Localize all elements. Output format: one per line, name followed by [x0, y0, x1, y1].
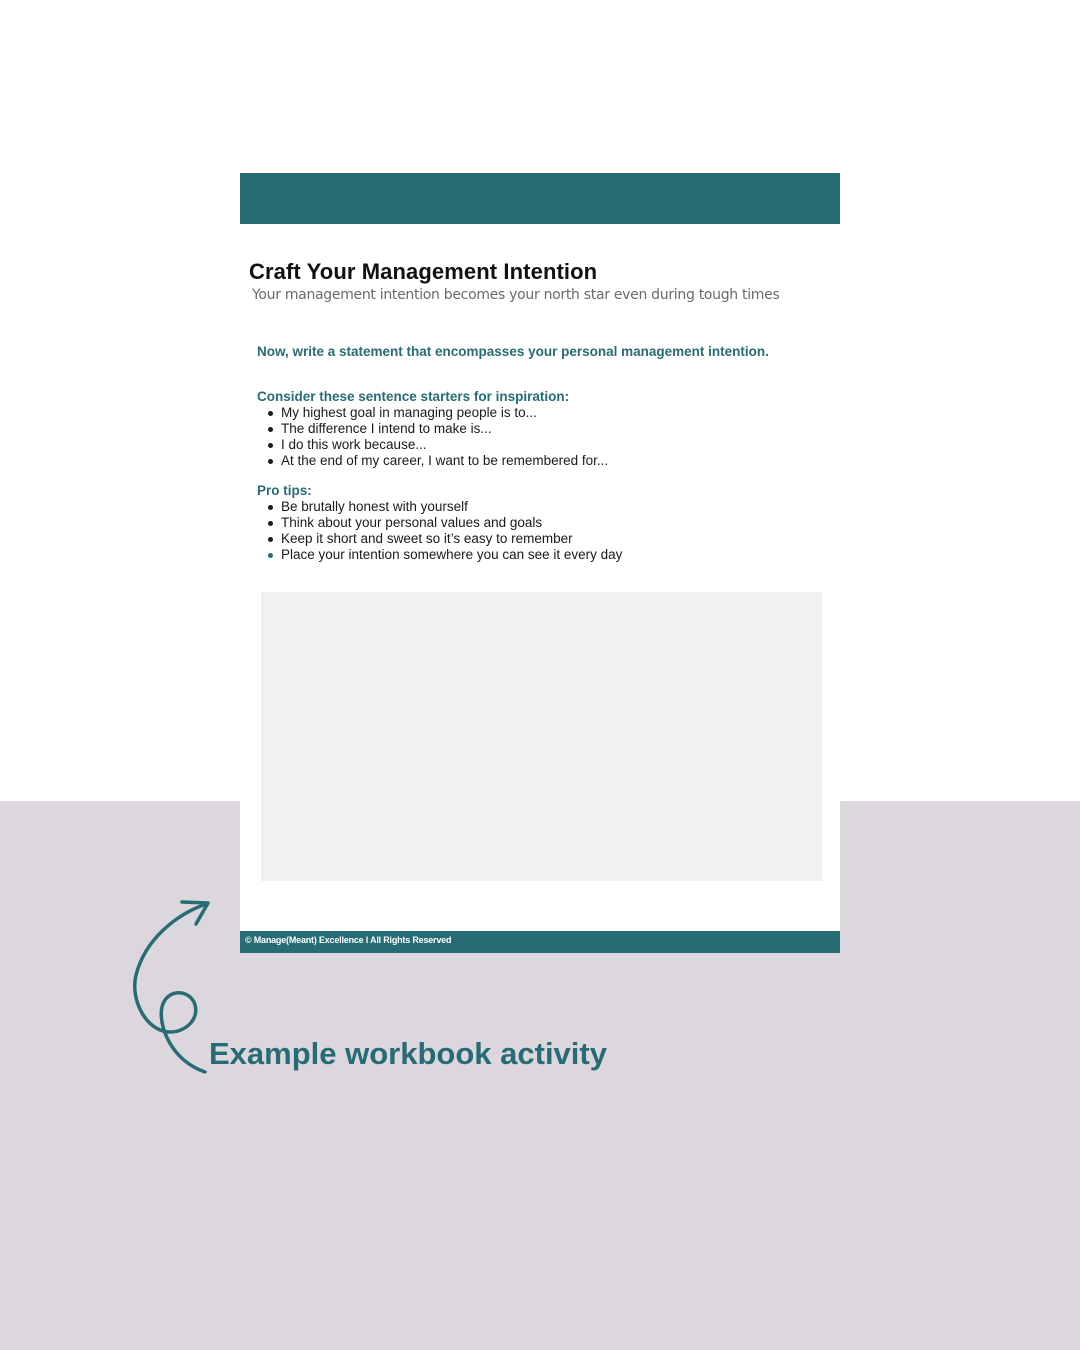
- tips-heading: Pro tips:: [257, 483, 312, 498]
- starters-list: [266, 405, 608, 469]
- list-item-text: The difference I intend to make is...: [281, 421, 492, 436]
- list-item-text: Think about your personal values and goals: [281, 515, 543, 530]
- page-title: Craft Your Management Intention: [249, 259, 598, 284]
- page-footer-bar: [240, 931, 840, 953]
- list-item-text: I do this work because...: [281, 437, 427, 452]
- list-item-text: Keep it short and sweet so it’s easy to remember: [281, 531, 573, 546]
- bullet-icon: [268, 443, 273, 448]
- page-subtitle: Your management intention becomes your north star even during tough times: [252, 287, 780, 303]
- bullet-icon: [268, 553, 273, 558]
- instruction-text: Now, write a statement that encompasses your personal management intention.: [257, 344, 769, 359]
- workbook-page: [240, 173, 840, 953]
- curly-arrow-icon: [120, 890, 220, 1090]
- list-item: [266, 499, 622, 515]
- list-item-text: Place your intention somewhere you can see it every day: [281, 547, 623, 562]
- bullet-icon: [268, 411, 273, 416]
- bullet-icon: [268, 427, 273, 432]
- list-item: [266, 453, 608, 469]
- answer-box[interactable]: [261, 592, 822, 881]
- list-item: [266, 515, 622, 531]
- list-item: [266, 421, 608, 437]
- bullet-icon: [268, 537, 273, 542]
- list-item: [266, 547, 622, 563]
- list-item: [266, 405, 608, 421]
- bullet-icon: [268, 505, 273, 510]
- bullet-icon: [268, 459, 273, 464]
- starters-heading: Consider these sentence starters for inspiration:: [257, 389, 570, 404]
- list-item: [266, 531, 622, 547]
- page-header-bar: [240, 173, 840, 224]
- caption-text: Example workbook activity: [209, 1036, 607, 1071]
- footer-copyright: © Manage(Meant) Excellence l All Rights Reserved: [245, 935, 452, 945]
- bullet-icon: [268, 521, 273, 526]
- tips-list: [266, 499, 622, 563]
- list-item-text: At the end of my career, I want to be remembered for...: [281, 453, 609, 468]
- list-item-text: My highest goal in managing people is to...: [281, 405, 537, 420]
- list-item-text: Be brutally honest with yourself: [281, 499, 468, 514]
- list-item: [266, 437, 608, 453]
